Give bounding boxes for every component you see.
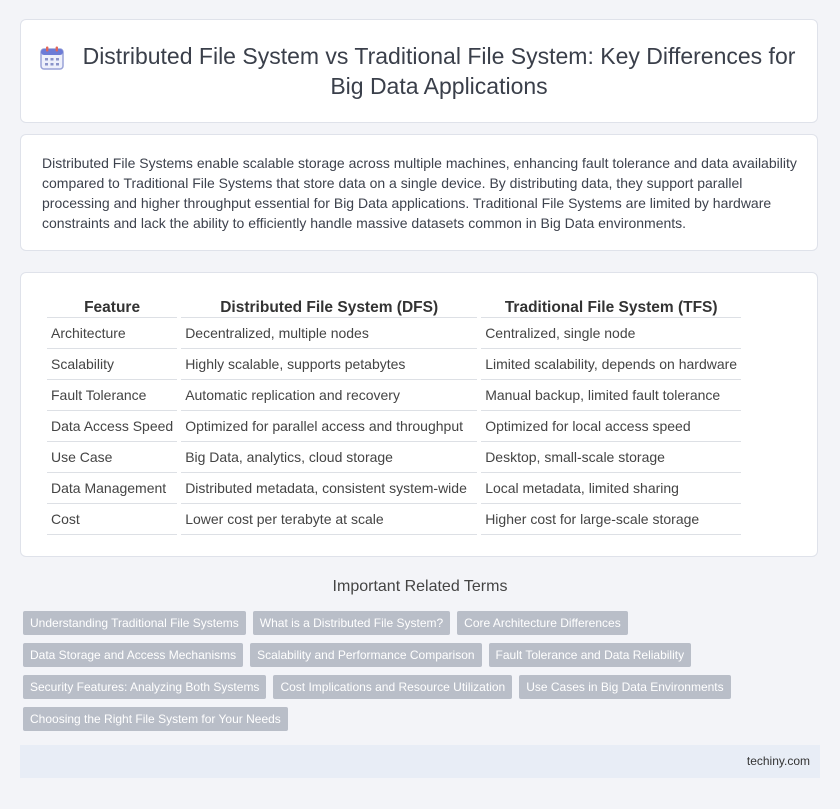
cell-dfs: Distributed metadata, consistent system-wide — [181, 473, 477, 504]
table-row — [47, 349, 741, 380]
related-terms-title: Important Related Terms — [332, 578, 508, 595]
intro-paragraph: Distributed File Systems enable scalable storage across multiple machines, enhancing fault tolerance and data availability compared to Traditional File Systems that store data on a single device. By distributing data, they support parallel processing and higher throughput essential for Big Data applications. Traditional File Systems are limited by hardware constraints and lack the ability to efficiently handle massive datasets common in Big Data environments. — [42, 155, 797, 231]
table-row — [47, 380, 741, 411]
comparison-table — [43, 295, 745, 535]
cell-dfs: Optimized for parallel access and throughput — [181, 411, 477, 442]
table-row — [47, 473, 741, 504]
footer-site-link[interactable]: techiny.com — [746, 754, 810, 768]
related-term-tag[interactable]: Choosing the Right File System for Your Needs — [23, 707, 288, 731]
cell-tfs: Optimized for local access speed — [481, 411, 741, 442]
related-term-tag[interactable]: Fault Tolerance and Data Reliability — [489, 643, 692, 667]
cell-tfs: Desktop, small-scale storage — [481, 442, 741, 473]
cell-feature: Data Access Speed — [47, 411, 177, 442]
related-terms-tags — [23, 611, 813, 731]
table-row — [47, 318, 741, 349]
table-header-row — [47, 295, 741, 318]
page-title: Distributed File System vs Traditional File System: Key Differences for Big Data Applications — [82, 43, 796, 99]
cell-feature: Architecture — [47, 318, 177, 349]
title-card — [20, 19, 818, 123]
cell-tfs: Limited scalability, depends on hardware — [481, 349, 741, 380]
related-term-tag[interactable]: Use Cases in Big Data Environments — [519, 675, 730, 699]
related-term-tag[interactable]: Understanding Traditional File Systems — [23, 611, 246, 635]
cell-tfs: Local metadata, limited sharing — [481, 473, 741, 504]
related-term-tag[interactable]: Scalability and Performance Comparison — [250, 643, 481, 667]
cell-dfs: Automatic replication and recovery — [181, 380, 477, 411]
table-row — [47, 442, 741, 473]
cell-tfs: Higher cost for large-scale storage — [481, 504, 741, 535]
related-term-tag[interactable]: Core Architecture Differences — [457, 611, 628, 635]
related-term-tag[interactable]: Security Features: Analyzing Both Systems — [23, 675, 266, 699]
cell-dfs: Decentralized, multiple nodes — [181, 318, 477, 349]
table-row — [47, 504, 741, 535]
cell-tfs: Centralized, single node — [481, 318, 741, 349]
header-tfs: Traditional File System (TFS) — [481, 295, 741, 318]
header-dfs: Distributed File System (DFS) — [181, 295, 477, 318]
related-term-tag[interactable]: Cost Implications and Resource Utilization — [273, 675, 512, 699]
cell-dfs: Big Data, analytics, cloud storage — [181, 442, 477, 473]
calendar-icon — [39, 45, 65, 71]
header-feature: Feature — [47, 295, 177, 318]
cell-feature: Use Case — [47, 442, 177, 473]
table-row — [47, 411, 741, 442]
cell-feature: Cost — [47, 504, 177, 535]
cell-feature: Fault Tolerance — [47, 380, 177, 411]
cell-dfs: Highly scalable, supports petabytes — [181, 349, 477, 380]
cell-tfs: Manual backup, limited fault tolerance — [481, 380, 741, 411]
related-term-tag[interactable]: What is a Distributed File System? — [253, 611, 450, 635]
related-term-tag[interactable]: Data Storage and Access Mechanisms — [23, 643, 243, 667]
intro-card — [20, 134, 818, 251]
comparison-table-card — [20, 272, 818, 557]
cell-dfs: Lower cost per terabyte at scale — [181, 504, 477, 535]
cell-feature: Scalability — [47, 349, 177, 380]
footer — [20, 745, 820, 778]
cell-feature: Data Management — [47, 473, 177, 504]
